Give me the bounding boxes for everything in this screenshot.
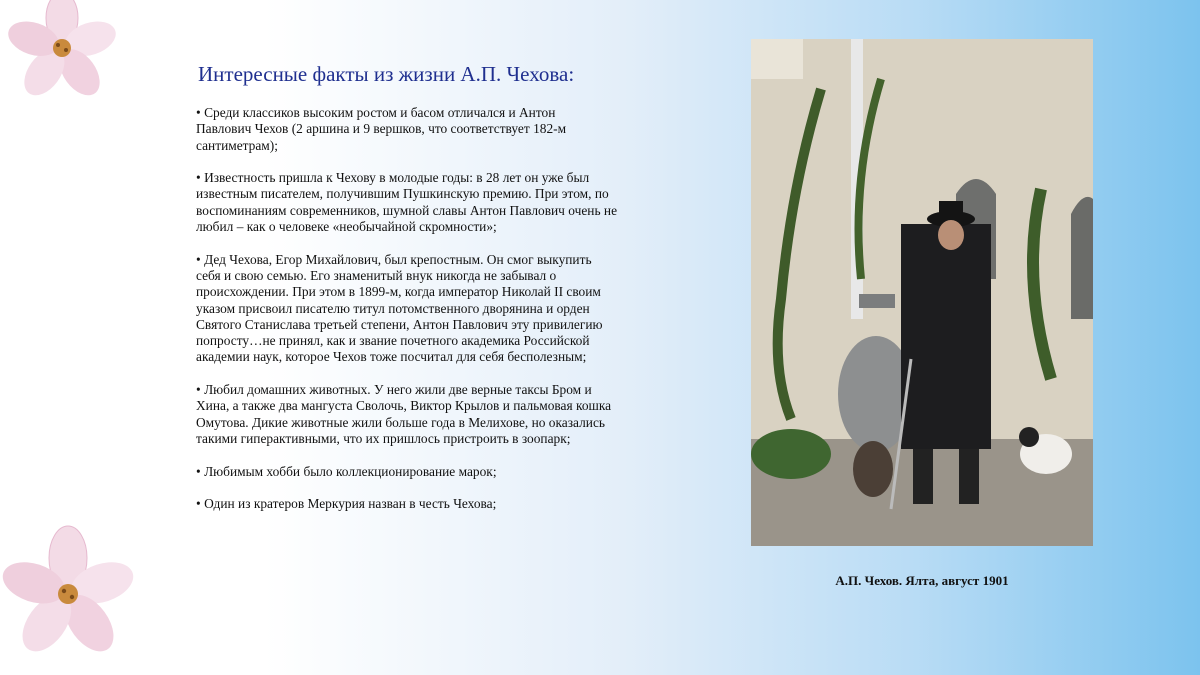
flower-decor-bottom	[0, 506, 144, 675]
fact-text: Среди классиков высоким ростом и басом отличался и Антон Павлович Чехов (2 аршина и 9 вершков, что соответствует 182-м сантиметрам);	[196, 105, 567, 153]
fact-text: Любимым хобби было коллекционирование марок;	[204, 463, 497, 479]
facts-list	[196, 105, 684, 529]
flower-decor-top	[0, 0, 134, 126]
fact-text: Любил домашних животных. У него жили две верные таксы Бром и Хина, а также два мангуста Сволочь, Виктор Крылов и пальмовая кошка Омутова. Дикие животные жили больше года в Мелихове, но оказались такими гиперактивными, что их пришлось пристроить в зоопарк;	[196, 382, 612, 446]
bullet: •	[196, 170, 201, 186]
list-item	[196, 105, 684, 154]
fact-text: Дед Чехова, Егор Михайлович, был крепостным. Он смог выкупить себя и свою семью. Его знаменитый внук никогда не забывал о происхождении. При этом в 1899-м, когда император Николай II своим указом присвоил писателю титул потомственного дворянина и орден Святого Станислава третьей степени, Антон Павлович эту привилегию попросту…не принял, как и звание почетного академика Российской академии наук, которое Чехов тоже посчитал для себя бесполезным;	[196, 251, 603, 365]
list-item	[196, 496, 684, 512]
photo-caption: А.П. Чехов. Ялта, август 1901	[835, 573, 1009, 588]
list-item	[196, 464, 684, 480]
bullet: •	[196, 105, 201, 120]
bullet: •	[196, 463, 201, 479]
cherry-blossom-icon	[0, 0, 134, 126]
list-item	[196, 170, 684, 235]
bullet: •	[196, 382, 201, 398]
fact-text: Один из кратеров Меркурия назван в честь Чехова;	[204, 496, 497, 512]
fact-text: Известность пришла к Чехову в молодые годы: в 28 лет он уже был известным писателем, получившим Пушкинскую премию. При этом, по воспоминаниям современников, шумной славы Антон Павлович очень не любил – как о человеке «необычайной скромности»;	[196, 170, 618, 235]
chekhov-photo	[751, 39, 1093, 546]
list-item	[196, 252, 684, 366]
cherry-blossom-icon	[0, 506, 144, 675]
list-item	[196, 382, 684, 447]
slide-title: Интересные факты из жизни А.П. Чехова:	[198, 62, 575, 86]
bullet: •	[196, 251, 201, 267]
bullet: •	[196, 496, 201, 512]
